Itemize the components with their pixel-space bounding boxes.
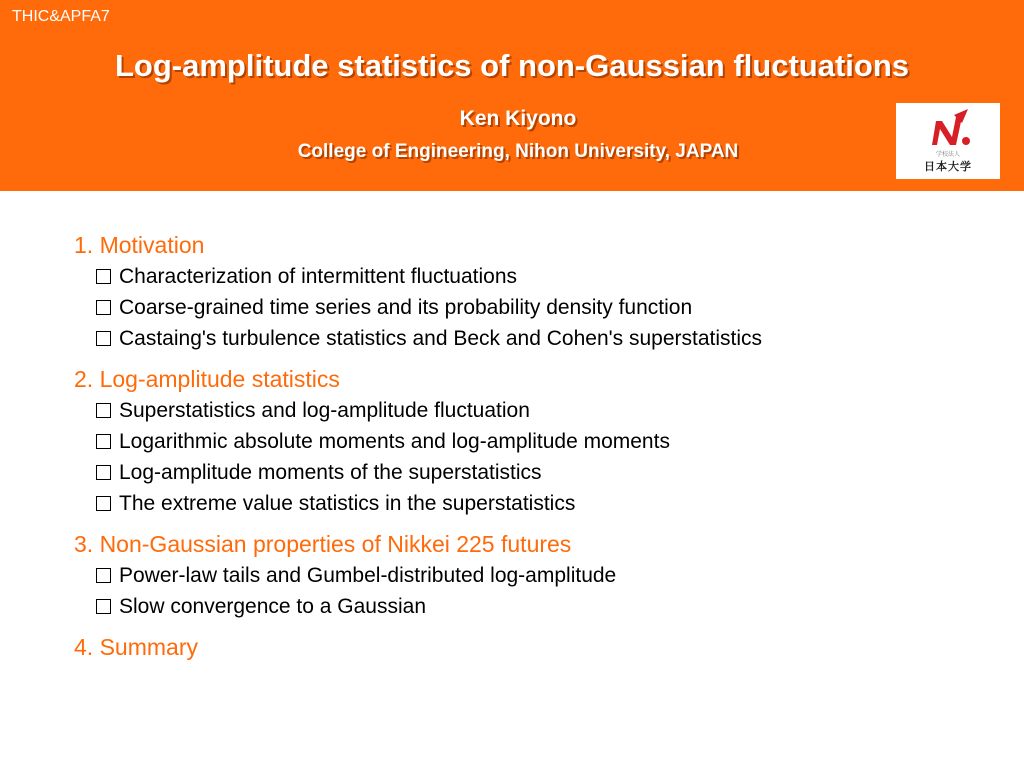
outline-item-text: Coarse-grained time series and its probability density function [119,296,693,319]
outline-item-text: Superstatistics and log-amplitude fluctuation [119,399,530,422]
outline-item [74,426,974,457]
outline-item-text: The extreme value statistics in the superstatistics [119,492,576,515]
section-heading: 1. Motivation [74,232,205,258]
outline-section [74,632,974,663]
outline-item [74,591,974,622]
outline-item [74,560,974,591]
outline-item [74,457,974,488]
checkbox-bullet-icon [96,434,111,449]
outline-item [74,488,974,519]
checkbox-bullet-icon [96,568,111,583]
logo-text: 日本大学 [924,160,972,173]
outline-item-text: Logarithmic absolute moments and log-amplitude moments [119,430,670,453]
logo-mark-icon [896,103,1000,151]
section-heading: 3. Non-Gaussian properties of Nikkei 225 futures [74,531,572,557]
checkbox-bullet-icon [96,331,111,346]
checkbox-bullet-icon [96,465,111,480]
section-heading: 2. Log-amplitude statistics [74,366,340,392]
logo-subtext: 学校法人 [935,151,960,158]
outline-item-text: Log-amplitude moments of the superstatistics [119,461,542,484]
nihon-university-logo-icon [896,103,1000,179]
outline-item [74,292,974,323]
outline-item-text: Power-law tails and Gumbel-distributed log-amplitude [119,564,617,587]
outline-item [74,323,974,354]
conference-tag: THIC&APFA7 [12,8,110,25]
outline-item [74,261,974,292]
checkbox-bullet-icon [96,300,111,315]
slide-title: Log-amplitude statistics of non-Gaussian fluctuations [115,48,909,83]
header-banner [0,0,1024,191]
outline-item-text: Characterization of intermittent fluctuations [119,265,518,288]
outline-section [74,529,974,622]
affiliation: College of Engineering, Nihon University, JAPAN [297,141,739,162]
checkbox-bullet-icon [96,269,111,284]
outline-list [74,230,974,673]
author-name: Ken Kiyono [459,107,577,130]
checkbox-bullet-icon [96,496,111,511]
outline-section [74,230,974,354]
checkbox-bullet-icon [96,599,111,614]
outline-section [74,364,974,519]
section-heading: 4. Summary [74,634,198,660]
outline-item-text: Castaing's turbulence statistics and Beck and Cohen's superstatistics [119,327,763,350]
outline-item-text: Slow convergence to a Gaussian [119,595,427,618]
outline-item [74,395,974,426]
checkbox-bullet-icon [96,403,111,418]
